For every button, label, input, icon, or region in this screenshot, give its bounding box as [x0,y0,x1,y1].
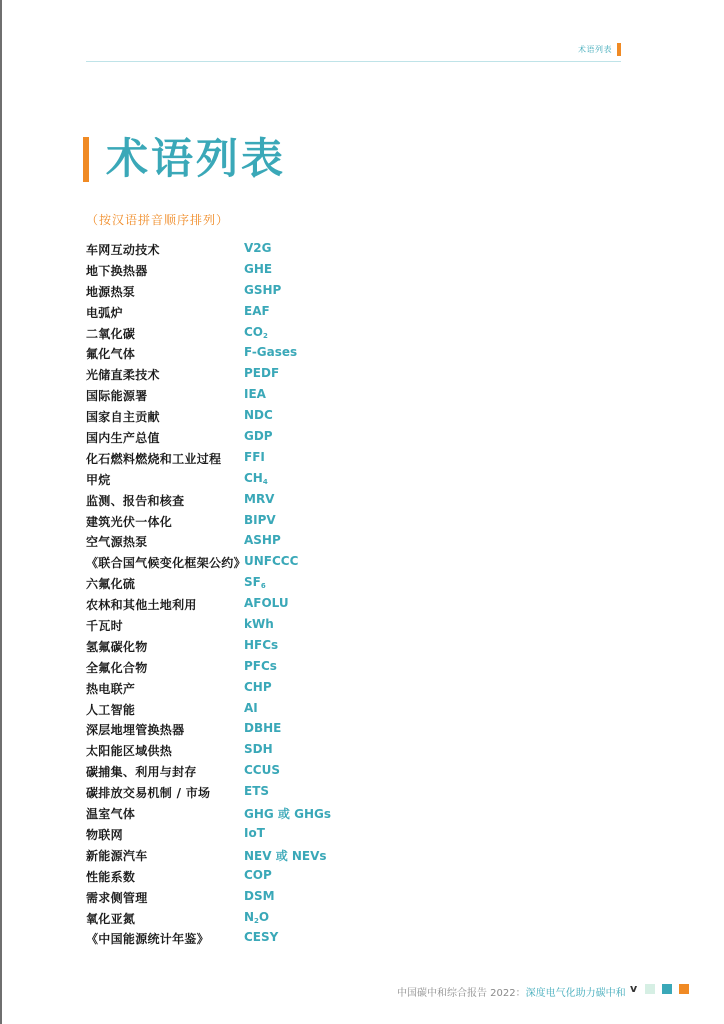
glossary-term: 六氟化硫 [86,577,136,592]
abbreviation-subscript: 2 [263,331,268,340]
abbreviation-text: CCUS [244,763,280,778]
glossary-term: 物联网 [86,827,123,842]
glossary-term: 温室气体 [86,807,136,822]
glossary-term: 二氧化碳 [86,326,136,341]
glossary-term: 新能源汽车 [86,848,148,863]
glossary-abbreviation [244,763,280,777]
glossary-row [86,761,506,782]
glossary-term: 千瓦时 [86,619,123,634]
abbreviation-text: NDC [244,408,273,423]
abbreviation-text: ETS [244,784,270,799]
glossary-term: 碳排放交易机制 / 市场 [86,786,211,801]
abbreviation-text: AFOLU [244,596,289,611]
glossary-abbreviation [244,721,281,735]
glossary-row [86,343,506,364]
glossary-term: 碳捕集、利用与封存 [86,765,197,780]
glossary-row [86,824,506,845]
glossary-row [86,427,506,448]
abbreviation-text: GHE [244,261,273,276]
abbreviation-text: ASHP [244,533,281,548]
glossary-abbreviation [244,889,275,903]
abbreviation-text: BIPV [244,512,276,527]
glossary-row [86,719,506,740]
glossary-row [86,573,506,594]
glossary-row [86,699,506,720]
footer-report-title [397,984,626,999]
glossary-row [86,323,506,344]
glossary-term: 建筑光伏一体化 [86,514,173,529]
abbreviation-text: FFI [244,449,265,464]
glossary-term: 全氟化合物 [86,660,148,675]
abbreviation-text: COP [244,867,272,882]
footer-report-name: 中国碳中和综合报告 2022： [397,988,526,999]
glossary-abbreviation [244,847,327,864]
glossary-term: 需求侧管理 [86,890,148,905]
footer-square-mint [645,984,655,994]
glossary-row [86,239,506,260]
glossary-abbreviation [244,262,272,276]
footer-square-teal [662,984,672,994]
glossary-row [86,448,506,469]
glossary-abbreviation [244,429,273,443]
glossary-row [86,928,506,949]
glossary-row [86,803,506,824]
header-divider [86,61,621,62]
header-marker [617,43,621,56]
glossary-term: 车网互动技术 [86,243,160,257]
glossary-row [86,908,506,929]
glossary-abbreviation [244,575,266,590]
glossary-abbreviation [244,868,272,882]
glossary-abbreviation [244,701,258,715]
glossary-term: 《中国能源统计年鉴》 [86,932,210,947]
glossary-abbreviation [244,283,281,297]
glossary-term: 甲烷 [86,472,111,487]
abbreviation-text: CO [244,324,264,339]
glossary-term: 地源热泵 [86,284,136,299]
footer-report-highlight: 深度电气化助力碳中和 [525,988,626,999]
abbreviation-text: GHG 或 GHGs [244,807,331,822]
glossary-abbreviation [244,554,298,568]
glossary-row [86,552,506,573]
glossary-abbreviation [244,680,272,694]
abbreviation-tail: O [258,909,270,924]
glossary-row [86,469,506,490]
glossary-row [86,281,506,302]
glossary-row [86,594,506,615]
running-header: 术语列表 [578,45,612,54]
glossary-term: 农林和其他土地利用 [86,598,197,613]
glossary-row [86,845,506,866]
glossary-term: 国际能源署 [86,389,148,404]
glossary-term: 深层地埋管换热器 [86,723,185,738]
abbreviation-text: PEDF [244,366,280,381]
page-title: 术语列表 [106,134,287,183]
abbreviation-text: IoT [244,825,265,840]
glossary-row [86,385,506,406]
glossary-row [86,260,506,281]
glossary-term: 化石燃料燃烧和工业过程 [86,451,222,466]
glossary-abbreviation [244,910,269,925]
page-edge-line [0,0,2,1024]
glossary-term: 热电联产 [86,681,136,696]
glossary-term: 《联合国气候变化框架公约》 [86,556,246,571]
abbreviation-subscript: 6 [260,582,266,591]
glossary-abbreviation [244,345,297,359]
abbreviation-text: UNFCCC [244,554,299,569]
glossary-list [86,239,506,949]
abbreviation-text: V2G [244,241,272,255]
glossary-abbreviation [244,638,278,652]
abbreviation-text: PFCs [244,658,277,673]
glossary-term: 氧化亚氮 [86,911,136,926]
glossary-abbreviation [244,241,272,255]
abbreviation-subscript: 2 [254,916,259,925]
glossary-abbreviation [244,805,331,822]
glossary-row [86,531,506,552]
abbreviation-text: F-Gases [244,345,298,360]
glossary-abbreviation [244,408,273,422]
abbreviation-subscript: 4 [262,477,268,486]
glossary-abbreviation [244,450,265,464]
abbreviation-text: DSM [244,888,275,903]
glossary-row [86,406,506,427]
abbreviation-text: HFCs [244,637,279,652]
glossary-row [86,636,506,657]
glossary-abbreviation [244,366,279,380]
glossary-row [86,887,506,908]
abbreviation-text: DBHE [244,721,282,736]
glossary-abbreviation [244,742,273,756]
glossary-row [86,302,506,323]
glossary-abbreviation [244,533,281,547]
glossary-term: 人工智能 [86,702,136,717]
abbreviation-text: SF [244,575,261,590]
glossary-abbreviation [244,617,274,631]
abbreviation-text: CH [244,470,263,485]
glossary-row [86,615,506,636]
glossary-row [86,364,506,385]
glossary-term: 国家自主贡献 [86,410,160,425]
glossary-term: 氢氟碳化物 [86,639,148,654]
abbreviation-text: EAF [244,303,270,318]
glossary-row [86,782,506,803]
glossary-row [86,866,506,887]
sort-note: （按汉语拼音顺序排列） [86,213,230,227]
title-accent-bar [83,137,89,182]
glossary-term: 空气源热泵 [86,535,148,550]
glossary-abbreviation [244,304,270,318]
glossary-row [86,678,506,699]
glossary-abbreviation [244,325,268,340]
abbreviation-text: CESY [244,930,279,945]
footer-square-orange [679,984,689,994]
abbreviation-text: GSHP [244,282,282,297]
abbreviation-text: GDP [244,429,273,444]
glossary-row [86,740,506,761]
glossary-abbreviation [244,492,274,506]
glossary-row [86,511,506,532]
abbreviation-text: NEV 或 NEVs [244,848,327,863]
abbreviation-text: CHP [244,679,272,694]
glossary-abbreviation [244,826,265,840]
glossary-abbreviation [244,471,268,486]
glossary-term: 性能系数 [86,869,136,884]
glossary-term: 监测、报告和核查 [86,493,185,508]
page-number: v [630,982,638,995]
glossary-row [86,657,506,678]
glossary-abbreviation [244,784,269,798]
glossary-abbreviation [244,387,266,401]
abbreviation-text: kWh [244,617,274,632]
glossary-term: 地下换热器 [86,263,148,278]
glossary-abbreviation [244,930,278,944]
glossary-term: 氟化气体 [86,347,136,362]
abbreviation-text: MRV [244,491,275,506]
glossary-term: 太阳能区域供热 [86,744,173,759]
abbreviation-text: AI [244,700,258,715]
abbreviation-text: IEA [244,387,266,402]
glossary-term: 电弧炉 [86,305,123,320]
glossary-row [86,490,506,511]
glossary-term: 光储直柔技术 [86,368,160,383]
abbreviation-text: N [244,909,255,924]
abbreviation-text: SDH [244,742,273,757]
glossary-abbreviation [244,659,277,673]
glossary-abbreviation [244,513,276,527]
glossary-term: 国内生产总值 [86,431,160,446]
glossary-abbreviation [244,596,289,610]
